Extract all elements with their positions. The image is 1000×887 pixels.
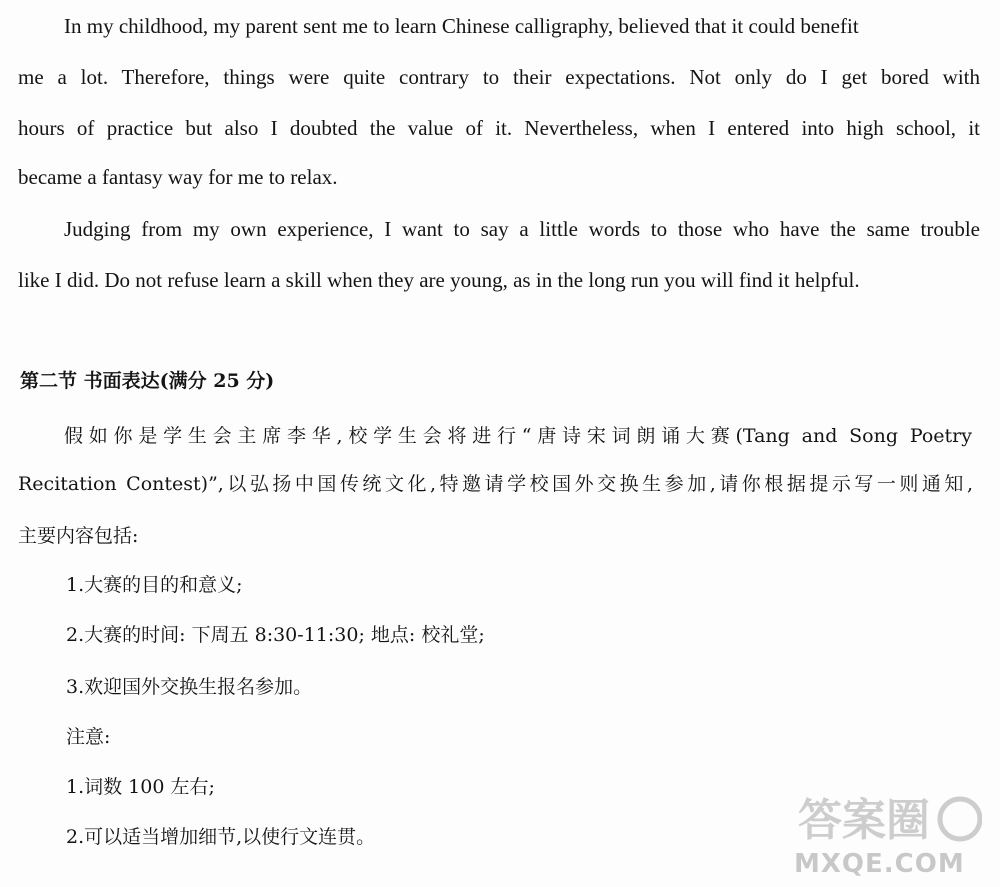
section-heading: 第二节 书面表达(满分 25 分) (20, 370, 275, 392)
passage-line-2: me a lot. Therefore, things were quite contrary to their expectations. Not only do I get bored with (18, 65, 980, 89)
passage-line-1: In my childhood, my parent sent me to learn Chinese calligraphy, believed that it could benefit (64, 14, 859, 38)
watermark-badge-icon (792, 789, 982, 847)
prompt-line-1: 假如你是学生会主席李华,校学生会将进行“唐诗宋词朗诵大赛(Tang and Song Poetry (64, 425, 972, 447)
note-item-1: 1.词数 100 左右; (66, 776, 215, 798)
prompt-line-3: 主要内容包括: (18, 525, 139, 547)
content-item-2: 2.大赛的时间: 下周五 8:30-11:30; 地点: 校礼堂; (66, 624, 485, 646)
passage-line-6: like I did. Do not refuse learn a skill when they are young, as in the long run you will find it helpful. (18, 268, 860, 292)
passage-line-3: hours of practice but also I doubted the value of it. Nevertheless, when I entered into high school, it (18, 116, 980, 140)
watermark-url: MXQE.COM (794, 849, 965, 879)
svg-text:答案圈: 答案圈 (798, 795, 930, 846)
watermark-logo (792, 789, 982, 879)
note-label: 注意: (66, 726, 111, 748)
content-item-3: 3.欢迎国外交换生报名参加。 (66, 676, 313, 698)
content-item-1: 1.大赛的目的和意义; (66, 574, 243, 596)
passage-line-4: became a fantasy way for me to relax. (18, 165, 338, 189)
passage-line-5: Judging from my own experience, I want to say a little words to those who have the same trouble (64, 217, 980, 241)
note-item-2: 2.可以适当增加细节,以使行文连贯。 (66, 826, 376, 848)
prompt-line-2: Recitation Contest)”,以弘扬中国传统文化,特邀请学校国外交换生参加,请你根据提示写一则通知, (18, 473, 973, 495)
